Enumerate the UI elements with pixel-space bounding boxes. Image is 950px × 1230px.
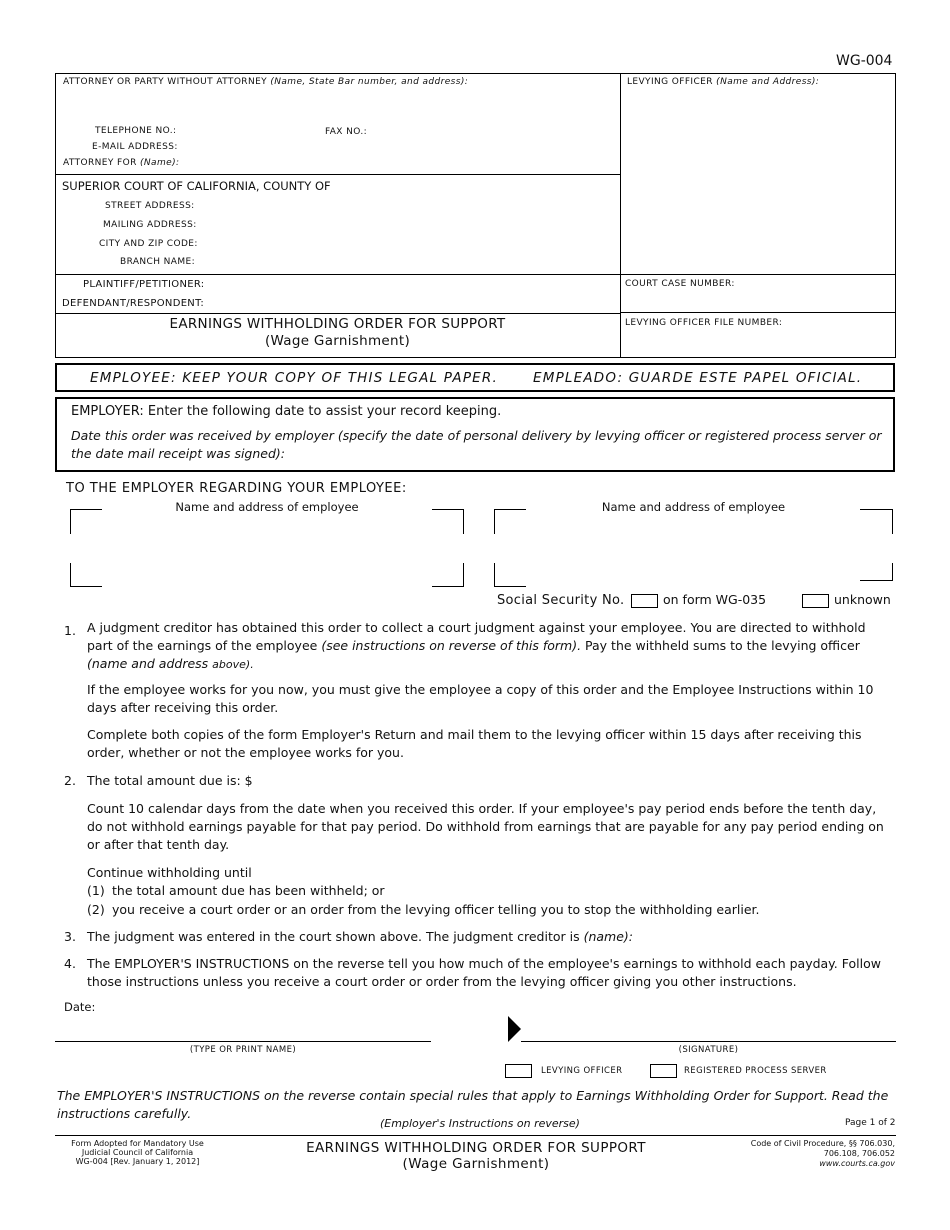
courts-website-link[interactable]: www.courts.ca.gov (819, 1159, 895, 1168)
item-3-text: The judgment was entered in the court shown above. The judgment creditor is (name): (87, 929, 634, 944)
levying-officer-checkbox[interactable] (505, 1064, 532, 1078)
signature-line[interactable] (521, 1041, 896, 1042)
plaintiff-label: PLAINTIFF/PETITIONER: (83, 279, 205, 290)
employee-section-heading: TO THE EMPLOYER REGARDING YOUR EMPLOYEE: (66, 481, 407, 496)
ssn-on-form-checkbox[interactable] (631, 594, 658, 608)
process-server-checkbox[interactable] (650, 1064, 677, 1078)
email-label: E-MAIL ADDRESS: (92, 142, 178, 152)
total-amount-field[interactable] (258, 772, 558, 790)
ssn-unknown-label: unknown (834, 592, 891, 607)
item-1-paragraph-1: A judgment creditor has obtained this order to collect a court judgment against your employee. You are directed to withhold part of the earnings of the employee (see instructions on reverse of this form). Pay the withheld sums to the levying officer (name and address above). (87, 620, 866, 671)
item-4-number: 4. (64, 956, 76, 971)
ssn-on-form-label: on form WG-035 (663, 592, 767, 607)
sub-item-1-number: (1) (87, 883, 105, 898)
item-1-paragraph-2: If the employee works for you now, you must give the employee a copy of this order and the Employee Instructions within 10 days after receiving this order. (87, 682, 874, 715)
notice-english: EMPLOYEE: KEEP YOUR COPY OF THIS LEGAL PAPER. (90, 370, 498, 386)
defendant-label: DEFENDANT/RESPONDENT: (62, 298, 205, 309)
notice-spanish: EMPLEADO: GUARDE ESTE PAPEL OFICIAL. (533, 370, 863, 386)
continue-withholding: Continue withholding until (87, 865, 252, 880)
item-2-paragraph: Count 10 calendar days from the date when you received this order. If your employee's pay period ends before the tenth day, do not withhold earnings payable for that pay period. Do withhold from earnings that are payable for any pay period ending on or after that tenth day. (87, 801, 884, 852)
levying-officer-label: LEVYING OFFICER (Name and Address): (627, 77, 820, 87)
footer-rule (55, 1135, 896, 1136)
fax-label: FAX NO.: (325, 127, 368, 137)
court-title: SUPERIOR COURT OF CALIFORNIA, COUNTY OF (62, 179, 331, 193)
print-name-label: (TYPE OR PRINT NAME) (189, 1045, 297, 1055)
city-zip-label: CITY AND ZIP CODE: (99, 239, 198, 249)
total-amount-label: The total amount due is: $ (87, 773, 253, 788)
form-title: EARNINGS WITHHOLDING ORDER FOR SUPPORT (Wage Garnishment) (169, 316, 506, 349)
attorney-for-label: ATTORNEY FOR (Name): (63, 158, 180, 168)
employer-instruction: Date this order was received by employer (specify the date of personal delivery by levying officer or registered process server or the date mail receipt was signed): (71, 428, 882, 461)
signature-arrow-icon (508, 1016, 521, 1042)
employee-address-right-field[interactable] (496, 511, 891, 585)
print-name-line[interactable] (55, 1041, 431, 1042)
ssn-unknown-checkbox[interactable] (802, 594, 829, 608)
item-4-text: The EMPLOYER'S INSTRUCTIONS on the reverse tell you how much of the employee's earnings to withhold each payday. Follow those instructions unless you receive a court order or order from the levying officer giving you other instructions. (87, 956, 881, 989)
item-2-number: 2. (64, 773, 76, 788)
code-references: Code of Civil Procedure, §§ 706.030, 706.108, 706.052 www.courts.ca.gov (700, 1139, 895, 1169)
case-number-label: COURT CASE NUMBER: (625, 279, 735, 289)
item-1-paragraph-3: Complete both copies of the form Employer's Return and mail them to the levying officer within 15 days after receiving this order, whether or not the employee works for you. (87, 727, 862, 760)
special-rules-note: The EMPLOYER'S INSTRUCTIONS on the reverse contain special rules that apply to Earnings Withholding Order for Support. Read the instructions carefully. (57, 1088, 889, 1121)
employee-address-left-label: Name and address of employee (175, 500, 359, 514)
form-number: WG-004 (836, 53, 893, 69)
branch-name-label: BRANCH NAME: (120, 257, 196, 267)
employee-address-right-label: Name and address of employee (601, 500, 786, 514)
sub-item-2: you receive a court order or an order from the levying officer telling you to stop the withholding earlier. (112, 902, 760, 917)
employee-address-left-field[interactable] (72, 511, 462, 585)
levying-officer-checkbox-label: LEVYING OFFICER (541, 1066, 623, 1076)
signature-label: (SIGNATURE) (678, 1045, 739, 1055)
mailing-address-label: MAILING ADDRESS: (103, 220, 197, 230)
item-3-number: 3. (64, 929, 76, 944)
sub-item-1: the total amount due has been withheld; or (112, 883, 385, 898)
ssn-label: Social Security No. (497, 593, 625, 608)
reverse-note: (Employer's Instructions on reverse) (380, 1117, 580, 1130)
street-address-label: STREET ADDRESS: (105, 201, 195, 211)
employer-lead: EMPLOYER: Enter the following date to assist your record keeping. (71, 404, 502, 419)
form-adoption-info: Form Adopted for Mandatory Use Judicial Council of California WG-004 [Rev. January 1, 2012] (71, 1139, 204, 1166)
item-1-number: 1. (64, 623, 76, 638)
sub-item-2-number: (2) (87, 902, 105, 917)
process-server-checkbox-label: REGISTERED PROCESS SERVER (684, 1066, 827, 1076)
footer-title: EARNINGS WITHHOLDING ORDER FOR SUPPORT (Wage Garnishment) (306, 1140, 646, 1172)
page-number: Page 1 of 2 (845, 1118, 896, 1128)
telephone-label: TELEPHONE NO.: (95, 126, 177, 136)
file-number-label: LEVYING OFFICER FILE NUMBER: (625, 318, 783, 328)
date-label: Date: (64, 1000, 96, 1014)
attorney-label: ATTORNEY OR PARTY WITHOUT ATTORNEY (Name, State Bar number, and address): (63, 77, 469, 87)
